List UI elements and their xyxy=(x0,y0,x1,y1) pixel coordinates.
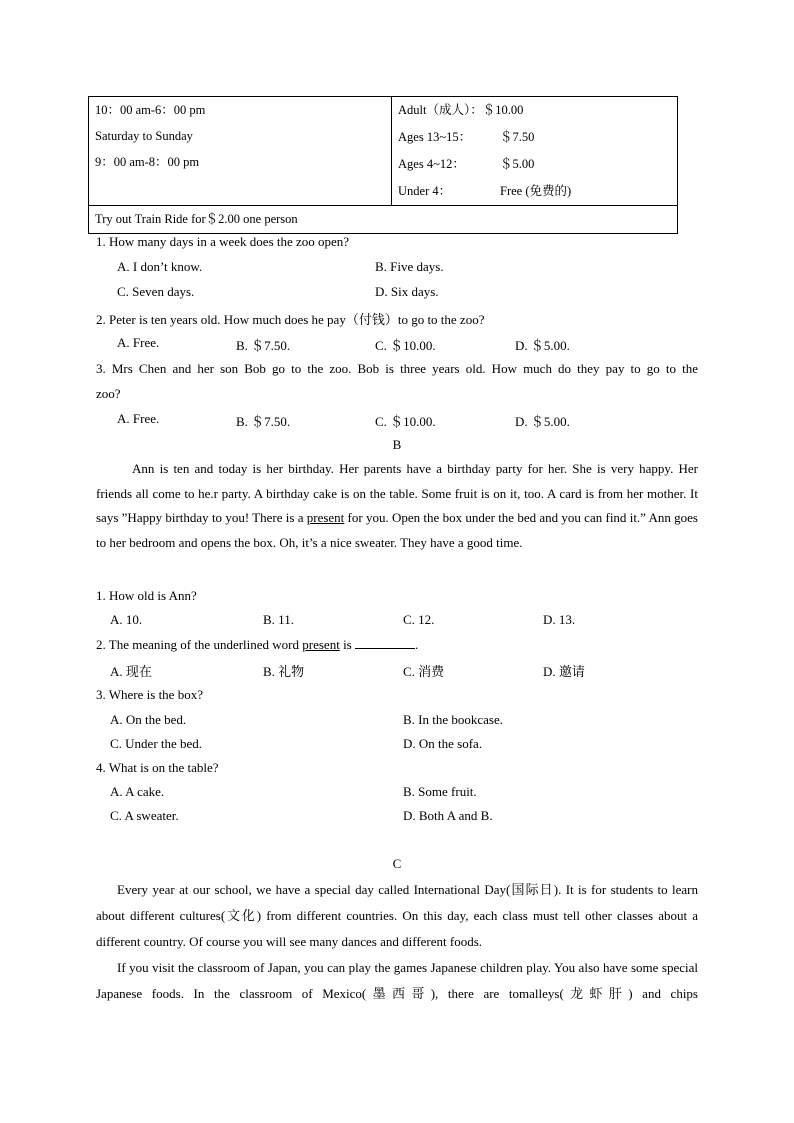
question-stem: 3. Where is the box? xyxy=(96,687,203,702)
option: C. A sweater. xyxy=(110,808,179,823)
price-label: Under 4： xyxy=(398,184,452,198)
option: B. 11. xyxy=(263,612,294,627)
stem-text: is xyxy=(339,637,352,652)
price-value: ＄5.00 xyxy=(500,157,535,171)
option: B. In the bookcase. xyxy=(403,712,504,727)
passage-c-paragraph: Every year at our school, we have a special day called International Day(国际日). It is for students to learn about different cultures(文化) from different countries. On this day, each class must tell other classes about a different country. Of course you will see many dances and different foods. xyxy=(96,882,698,949)
option: A. Free. xyxy=(117,411,160,426)
question-stem: 4. What is on the table? xyxy=(96,760,219,775)
option: C. 12. xyxy=(403,612,435,627)
option: C. 消费 xyxy=(403,664,445,679)
answer-blank xyxy=(355,636,415,649)
hours-line: 10：00 am-6：00 pm xyxy=(95,103,206,117)
underlined-word: present xyxy=(302,637,340,652)
price-row xyxy=(398,124,671,151)
price-value: ＄10.00 xyxy=(482,103,524,117)
section-heading: B xyxy=(392,437,402,452)
passage-text: Ann is ten and today is her birthday. Her parents have a birthday party for her. She is very happy. Her friends all come to he.r party. A birthday cake is on the table. Some fruit is on it, too. A card is from her mother. It says ”Happy birthday to you! There is a xyxy=(96,461,698,525)
option: C. Seven days. xyxy=(117,284,195,299)
price-value: ＄7.50 xyxy=(500,130,535,144)
option: A. I don’t know. xyxy=(117,259,203,274)
price-label: Adult（成人）： xyxy=(398,103,483,117)
price-label: Ages 4~12： xyxy=(398,157,465,171)
question-stem xyxy=(96,636,418,653)
opening-hours-cell xyxy=(89,97,392,206)
question-stem: 1. How old is Ann? xyxy=(96,588,197,603)
option: C. Under the bed. xyxy=(110,736,203,751)
option: D. On the sofa. xyxy=(403,736,483,751)
hours-line: Saturday to Sunday xyxy=(95,129,193,143)
option: A. A cake. xyxy=(110,784,165,799)
train-ride-cell: Try out Train Ride for＄2.00 one person xyxy=(89,206,678,234)
stem-text: 2. The meaning of the underlined word xyxy=(96,637,303,652)
zoo-info-table xyxy=(88,96,678,234)
option: B. ＄7.50. xyxy=(236,338,291,353)
passage-text: for you. Open the box under the bed and you can find it.” Ann goes to her bedroom and opens the box. Oh, it’s a nice sweater. They have a good time. xyxy=(96,510,698,550)
option: A. 现在 xyxy=(110,664,152,679)
option: B. Some fruit. xyxy=(403,784,477,799)
question-stem: 2. Peter is ten years old. How much does he pay（付钱）to go to the zoo? xyxy=(96,312,485,327)
option: B. Five days. xyxy=(375,259,444,274)
option: B. 礼物 xyxy=(263,664,305,679)
option: A. 10. xyxy=(110,612,143,627)
stem-text: . xyxy=(414,637,419,652)
option: A. On the bed. xyxy=(110,712,187,727)
passage-b xyxy=(96,457,698,555)
question-stem: 1. How many days in a week does the zoo open? xyxy=(96,234,350,249)
option: C. ＄10.00. xyxy=(375,338,436,353)
option: D. Six days. xyxy=(375,284,439,299)
section-heading: C xyxy=(392,856,402,871)
stem-line: zoo? xyxy=(96,385,121,401)
hours-line: 9：00 am-8：00 pm xyxy=(95,155,200,169)
price-row xyxy=(398,151,671,178)
ticket-prices-cell xyxy=(392,97,678,206)
option: A. Free. xyxy=(117,335,160,350)
option: B. ＄7.50. xyxy=(236,414,291,429)
price-row xyxy=(398,178,671,205)
passage-c-paragraph: If you visit the classroom of Japan, you can play the games Japanese children play. You also have some special Japanese foods. In the classroom of Mexico(墨西哥), there are tomalleys(龙虾肝) and chips xyxy=(96,960,698,1001)
option: D. 13. xyxy=(543,612,576,627)
question-stem xyxy=(96,357,698,406)
option: D. Both A and B. xyxy=(403,808,493,823)
option: D. ＄5.00. xyxy=(515,338,570,353)
stem-line: 3. Mrs Chen and her son Bob go to the zoo. Bob is three years old. How much do they pay to go to the xyxy=(96,361,698,376)
price-value: Free (免费的) xyxy=(500,184,572,198)
price-label: Ages 13~15： xyxy=(398,130,472,144)
underlined-word: present xyxy=(306,510,345,525)
option: D. ＄5.00. xyxy=(515,414,570,429)
option: D. 邀请 xyxy=(543,664,585,679)
price-row xyxy=(398,97,671,124)
option: C. ＄10.00. xyxy=(375,414,436,429)
